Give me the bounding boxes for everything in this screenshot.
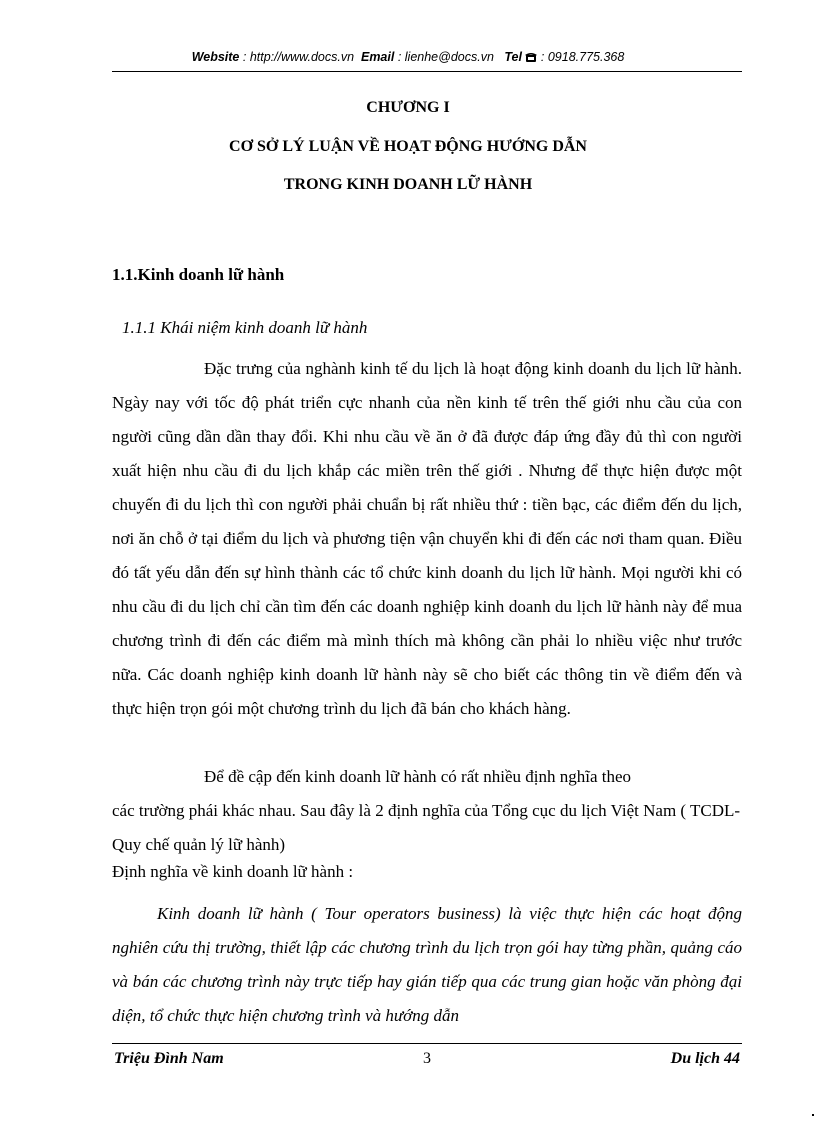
paragraph-2-rest: các trường phái khác nhau. Sau đây là 2 định nghĩa của Tổng cục du lịch Việt Nam ( TCDL- Quy chế quản lý lữ hành) [112,801,741,854]
website-label: Website [191,50,240,64]
email-address[interactable]: lienhe@docs.vn [404,50,494,64]
paragraph-2 [112,760,742,862]
chapter-title-line-1: CƠ SỞ LÝ LUẬN VỀ HOẠT ĐỘNG HƯỚNG DẪN [229,138,587,155]
footer-author: Triệu Đình Nam [114,1050,224,1067]
definition-heading: Định nghĩa về kinh doanh lữ hành : [112,862,354,881]
header-divider [112,71,742,72]
paragraph-1: Đặc trưng của nghành kinh tế du lịch là hoạt động kinh doanh du lịch lữ hành. Ngày nay với tốc độ phát triển cực nhanh của nền kinh tế trên thế giới nhu cầu của con người cũng dần dần thay đổi. Khi nhu cầu về ăn ở đã được đáp ứng đầy đủ thì con người xuất hiện nhu cầu đi du lịch khắp các miền trên thế giới . Nhưng để thực hiện được một chuyến đi du lịch thì con người phải chuẩn bị rất nhiều thứ : tiền bạc, các điểm đến du lịch, nơi ăn chỗ ở tại điểm du lịch và phương tiện vận chuyển khi đi đến các nơi tham quan. Điều đó tất yếu dẫn đến sự hình thành các tổ chức kinh doanh du lịch lữ hành. Mọi người khi có nhu cầu đi du lịch chỉ cần tìm đến các doanh nghiệp kinh doanh du lịch lữ hành này để mua chương trình đi đến các điểm mà mình thích mà không cần phải lo nhiều việc như trước nữa. Các doanh nghiệp kinh doanh lữ hành này sẽ cho biết các thông tin về điểm đến và thực hiện trọn gói một chương trình du lịch đã bán cho khách hàng. [112,359,742,718]
definition-paragraph: Kinh doanh lữ hành ( Tour operators business) là việc thực hiện các hoạt động nghiên cứu thị trường, thiết lập các chương trình du lịch trọn gói hay từng phần, quảng cáo và bán các chương trình này trực tiếp hay gián tiếp qua các trung gian hoặc văn phòng đại diện, tổ chức thực hiện chương trình và hướng dẫn [112,904,742,1025]
chapter-title-line-2: TRONG KINH DOANH LỮ HÀNH [283,176,533,193]
page-header: Website : http://www.docs.vn Email : lienhe@docs.vn Tel : 0918.775.368 [191,50,625,64]
chapter-label: CHƯƠNG I [366,99,450,116]
page-number: 3 [423,1050,431,1067]
corner-mark [812,1114,814,1116]
phone-number: 0918.775.368 [547,50,625,64]
subsection-heading: 1.1.1 Khái niệm kinh doanh lữ hành [122,318,368,337]
tel-label: Tel [504,50,522,64]
paragraph-2-first-line: Để đề cập đến kinh doanh lữ hành có rất nhiều định nghĩa theo [204,767,632,786]
section-heading: 1.1.Kinh doanh lữ hành [112,265,285,284]
footer-divider [112,1043,742,1044]
website-url[interactable]: http://www.docs.vn [249,50,355,64]
page-footer [112,1050,742,1074]
phone-icon [525,50,537,64]
footer-course: Du lịch 44 [670,1050,740,1067]
email-label: Email [360,50,395,64]
